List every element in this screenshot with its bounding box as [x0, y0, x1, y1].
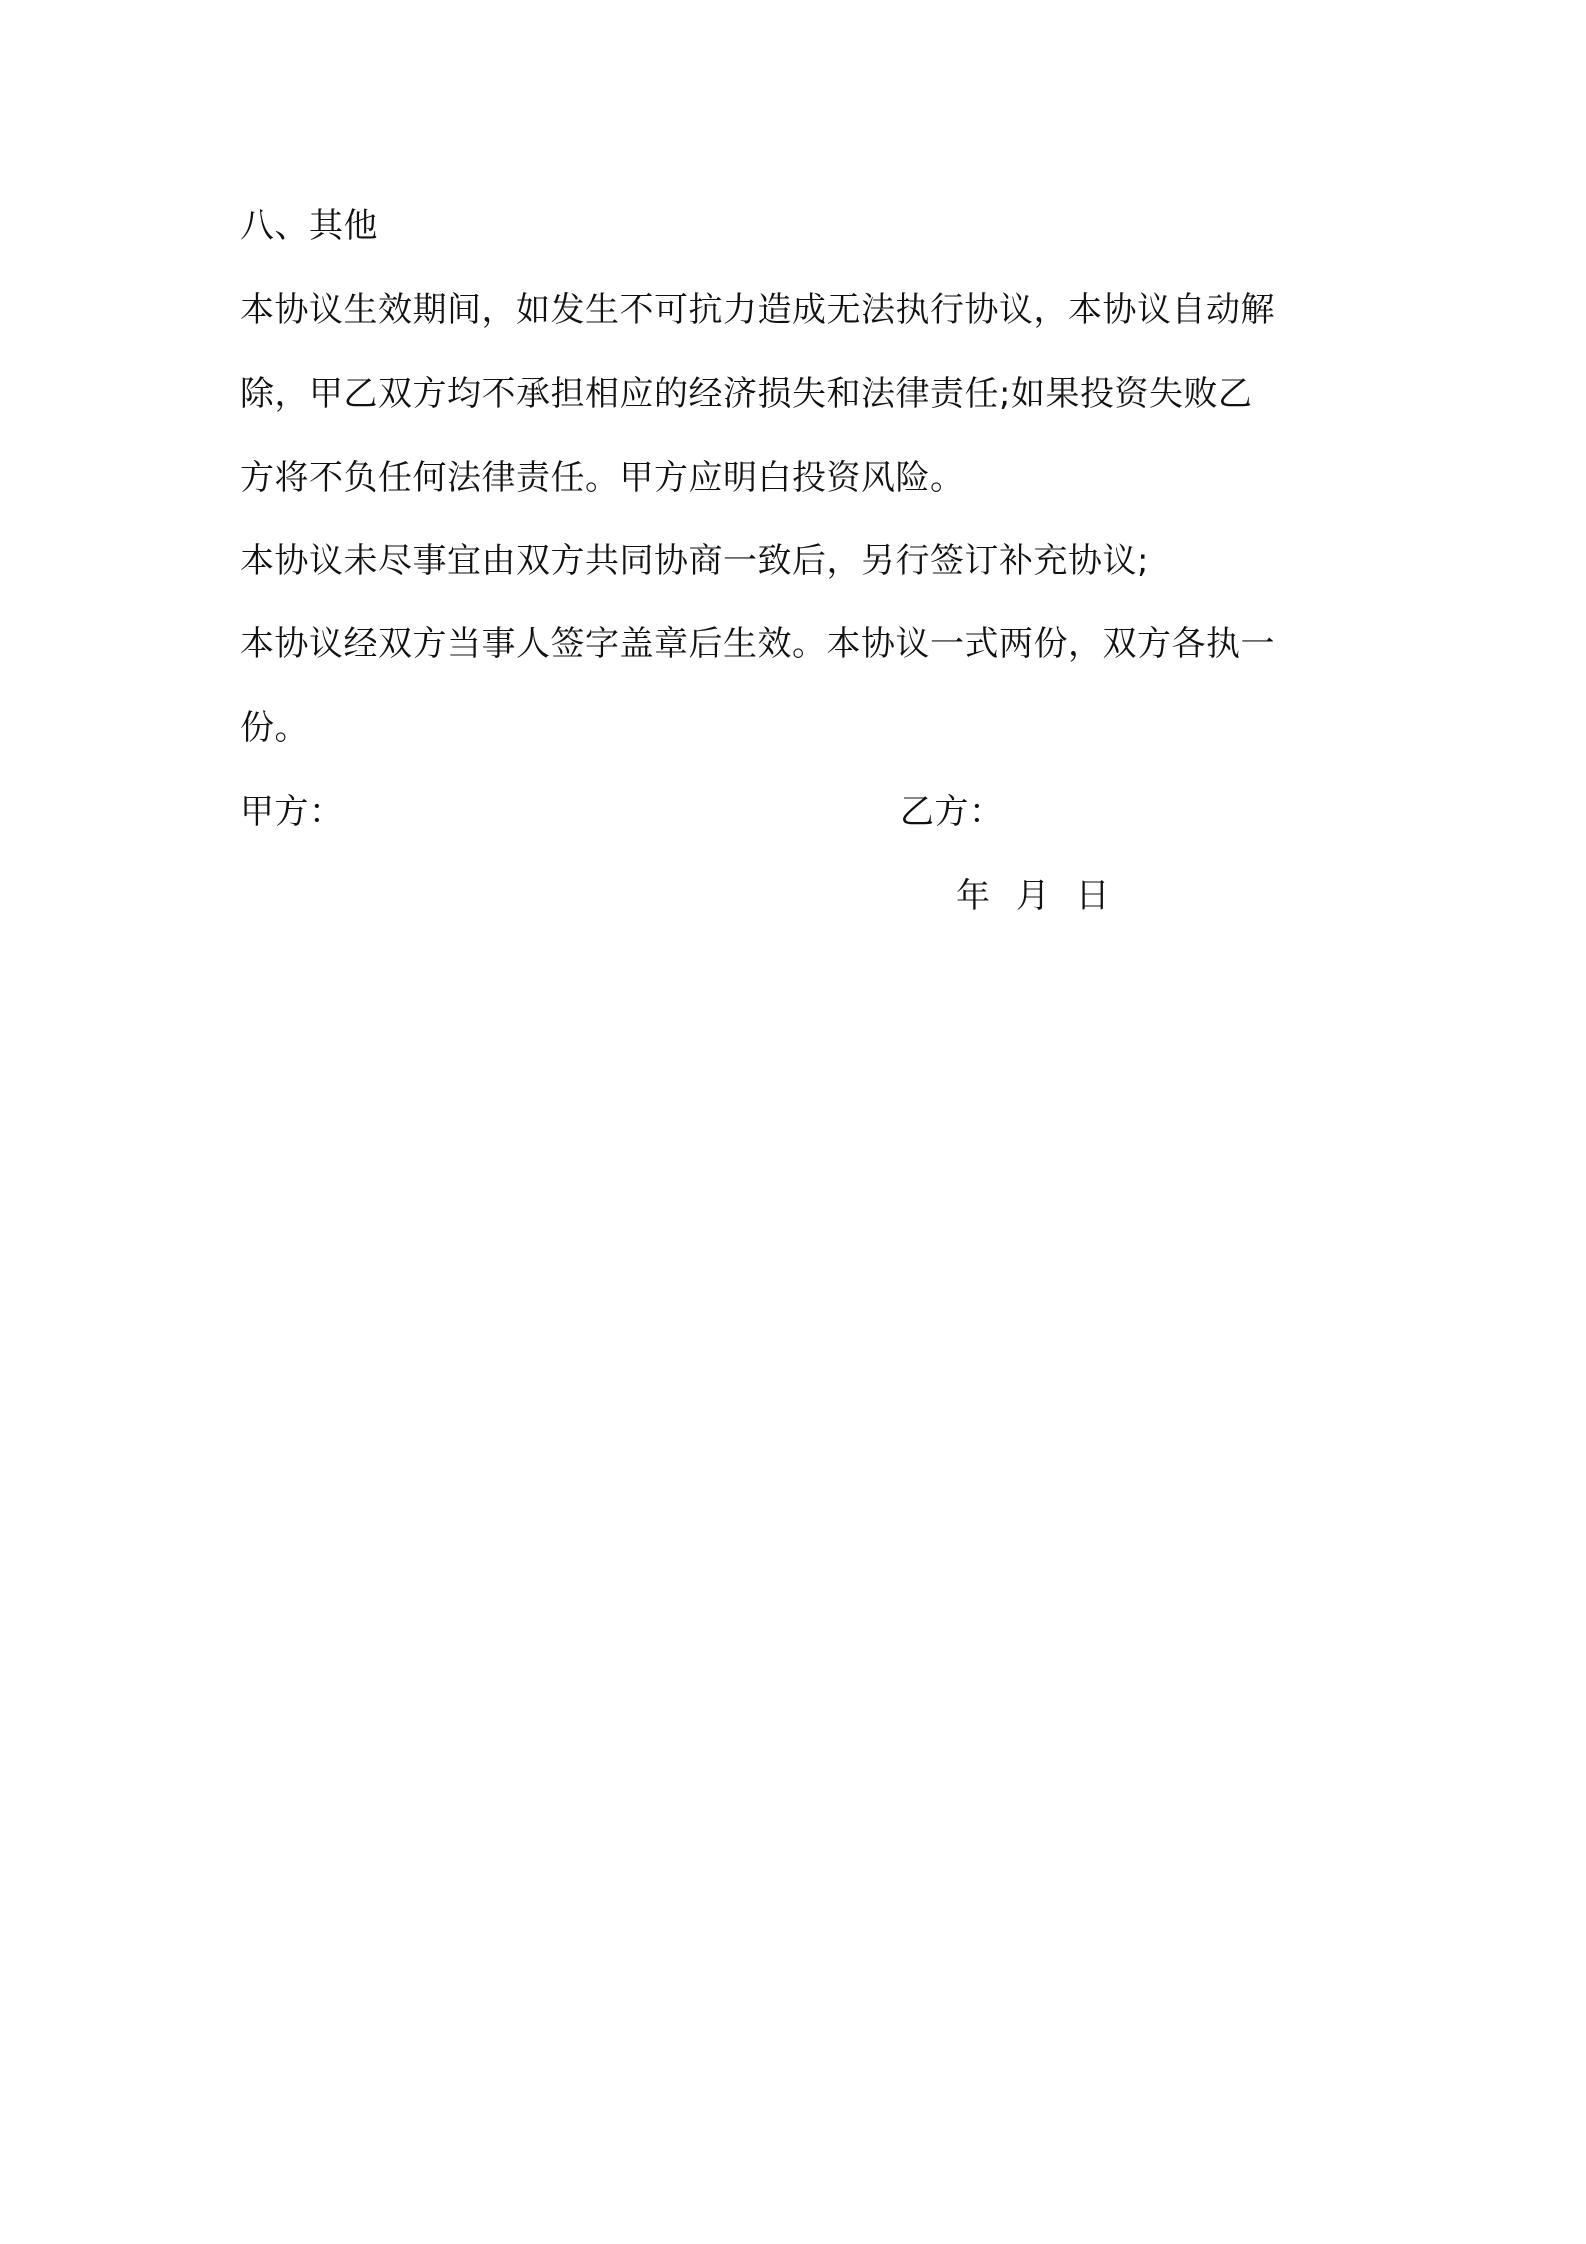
party-b-signature-label: 乙方：: [900, 792, 1004, 832]
paragraph-force-majeure-line-3: 方将不负任何法律责任。甲方应明白投资风险。: [240, 458, 965, 498]
signature-date: 年 月 日: [956, 876, 1111, 916]
party-a-signature-label: 甲方：: [240, 792, 344, 832]
paragraph-supplementary-agreement: 本协议未尽事宜由双方共同协商一致后，另行签订补充协议;: [240, 541, 1149, 581]
paragraph-force-majeure-line-2: 除，甲乙双方均不承担相应的经济损失和法律责任;如果投资失败乙: [240, 374, 1253, 414]
section-heading: 八、其他: [240, 206, 378, 246]
paragraph-force-majeure-line-1: 本协议生效期间，如发生不可抗力造成无法执行协议，本协议自动解: [240, 290, 1275, 330]
paragraph-effectiveness-line-1: 本协议经双方当事人签字盖章后生效。本协议一式两份，双方各执一: [240, 624, 1275, 664]
paragraph-effectiveness-line-2: 份。: [240, 708, 309, 748]
